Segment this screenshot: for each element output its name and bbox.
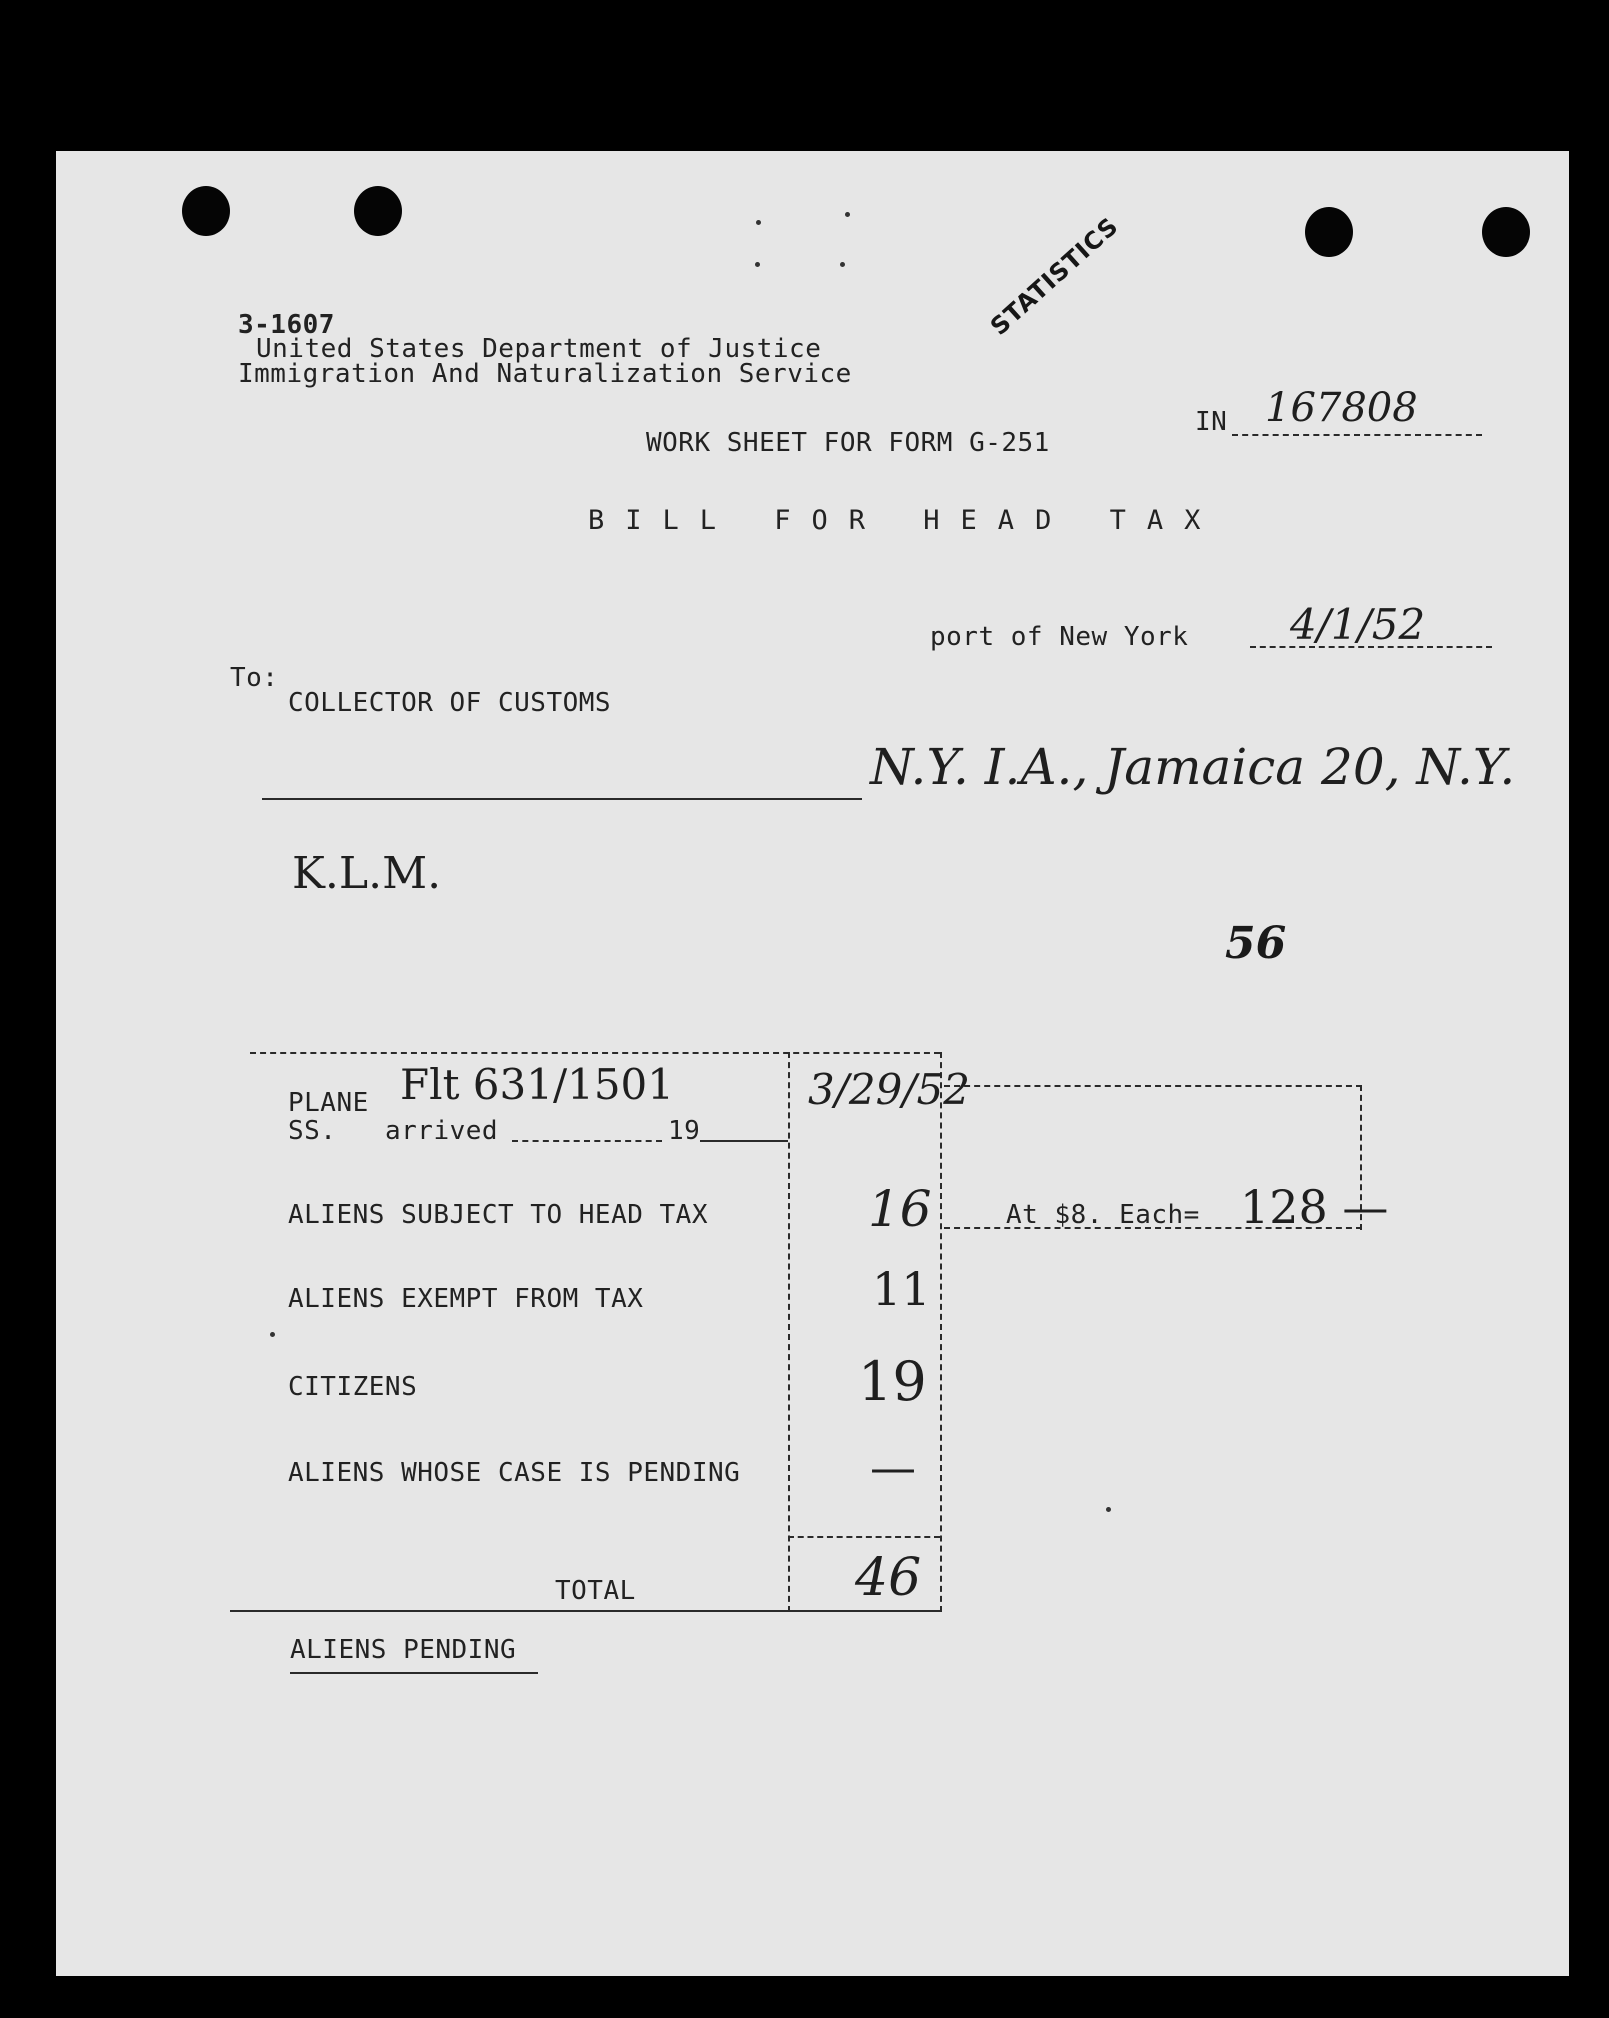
page-number: 56 (1225, 918, 1287, 969)
citizens-value: 19 (858, 1350, 927, 1413)
total-label: TOTAL (555, 1576, 636, 1606)
address-line (262, 798, 862, 800)
port-label: port of New York (930, 622, 1189, 652)
worksheet-title: WORK SHEET FOR FORM G-251 (646, 428, 1050, 458)
aliens-exempt-label: ALIENS EXEMPT FROM TAX (288, 1284, 644, 1314)
total-rule (788, 1536, 940, 1538)
ss-label: SS. (288, 1116, 337, 1146)
aliens-pending-underline (290, 1672, 538, 1674)
aliens-pending-case-label: ALIENS WHOSE CASE IS PENDING (288, 1458, 741, 1488)
agency-line-1: United States Department of Justice (256, 334, 822, 364)
punch-hole (354, 186, 402, 236)
ink-speck (270, 1332, 275, 1337)
plane-flight-handwritten: Flt 631/1501 (400, 1060, 675, 1109)
bill-title: BILL FOR HEAD TAX (588, 505, 1222, 536)
plane-label: PLANE (288, 1088, 369, 1118)
ss-underline (700, 1140, 788, 1142)
arrived-line (512, 1140, 662, 1142)
ink-speck (840, 262, 845, 267)
ink-speck (756, 220, 761, 225)
in-number-underline (1232, 434, 1482, 436)
aliens-pending-label: ALIENS PENDING (290, 1635, 517, 1665)
statistics-stamp: STATISTICS (985, 211, 1124, 341)
year-label: 19 (668, 1116, 701, 1146)
port-date-handwritten: 4/1/52 (1290, 600, 1426, 649)
arrival-date-handwritten: 3/29/52 (808, 1065, 970, 1114)
citizens-label: CITIZENS (288, 1372, 418, 1402)
table-divider-left (788, 1052, 790, 1612)
carrier-handwritten: K.L.M. (292, 848, 442, 899)
total-value: 46 (855, 1548, 922, 1608)
punch-hole (182, 186, 230, 236)
aliens-subject-value: 16 (868, 1180, 932, 1238)
punch-hole (1305, 207, 1353, 257)
form-code: 3-1607 (238, 310, 335, 340)
rate-amount-handwritten: 128 — (1240, 1180, 1389, 1234)
aliens-subject-label: ALIENS SUBJECT TO HEAD TAX (288, 1200, 708, 1230)
rate-box-top (944, 1085, 1362, 1087)
punch-hole (1482, 207, 1530, 257)
location-handwritten: N.Y. I.A., Jamaica 20, N.Y. (870, 738, 1516, 796)
rate-label: At $8. Each= (1006, 1200, 1200, 1230)
ink-speck (1106, 1507, 1111, 1512)
aliens-pending-case-value: — (870, 1440, 916, 1494)
collector-label: COLLECTOR OF CUSTOMS (288, 688, 612, 718)
arrived-label: arrived (385, 1116, 499, 1146)
port-date-underline (1250, 646, 1492, 648)
table-divider-right (940, 1052, 942, 1612)
aliens-exempt-value: 11 (872, 1262, 931, 1316)
in-label: IN (1195, 407, 1228, 437)
ink-speck (845, 212, 850, 217)
table-bottom-rule (230, 1610, 942, 1612)
ink-speck (755, 262, 760, 267)
in-number-handwritten: 167808 (1265, 385, 1418, 431)
table-top-rule (250, 1052, 940, 1054)
agency-line-2: Immigration And Naturalization Service (238, 359, 852, 389)
to-label: To: (230, 663, 279, 693)
